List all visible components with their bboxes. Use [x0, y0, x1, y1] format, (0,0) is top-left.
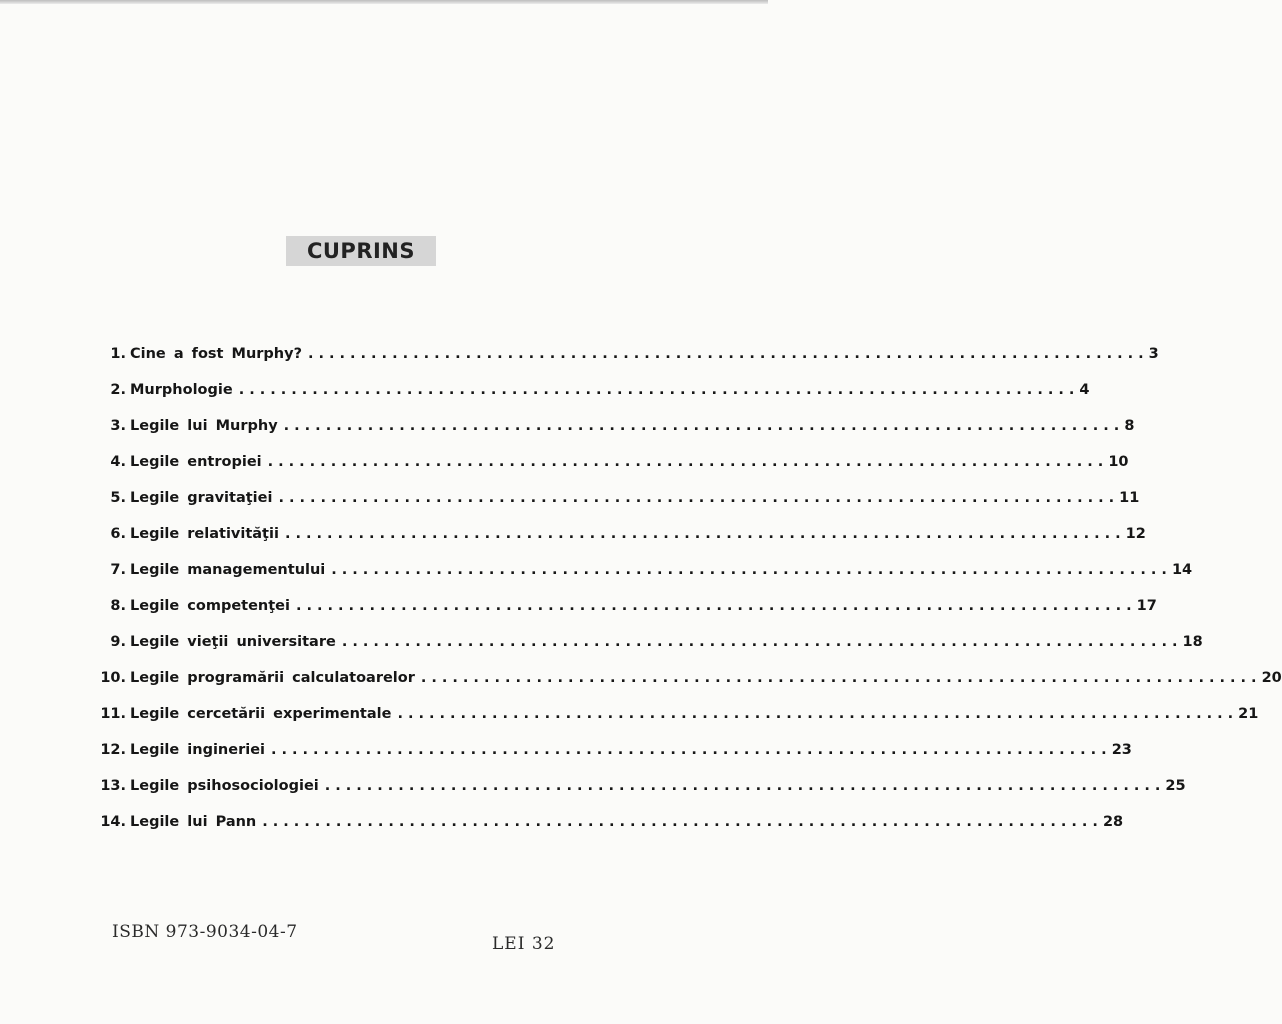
- toc-entry: [86, 701, 1259, 737]
- toc-entry: [86, 521, 1146, 557]
- toc-entry-number: 2.: [110, 382, 126, 398]
- toc-entry-title: Cine a fost Murphy?: [130, 346, 302, 362]
- toc-entry-title: Legile cercetării experimentale: [130, 706, 392, 722]
- isbn-label: ISBN 973-9034-04-7: [112, 922, 298, 942]
- toc-entry-page: 11: [1119, 490, 1140, 506]
- toc-entry: [86, 449, 1129, 485]
- toc-entry-number: 9.: [110, 634, 126, 650]
- dot-leader: ................................................................................: [341, 634, 1183, 650]
- table-of-contents: [86, 341, 1282, 845]
- toc-entry-title: Legile ingineriei: [130, 742, 266, 758]
- toc-entry-number: 1.: [110, 346, 126, 362]
- toc-entry-page: 21: [1238, 706, 1259, 722]
- toc-entry: [86, 773, 1186, 809]
- toc-entry-title: Legile entropiei: [130, 454, 262, 470]
- price-label: LEI 32: [492, 934, 556, 954]
- dot-leader: ................................................................................: [331, 562, 1172, 578]
- toc-entry-page: 17: [1136, 598, 1157, 614]
- toc-entry-number: 11.: [100, 706, 126, 722]
- toc-entry-title: Legile competenţei: [130, 598, 290, 614]
- toc-entry-title: Murphologie: [130, 382, 233, 398]
- dot-leader: ................................................................................: [267, 454, 1109, 470]
- toc-entry: [86, 629, 1203, 665]
- toc-entry-title: Legile psihosociologiei: [130, 778, 319, 794]
- toc-entry: [86, 413, 1135, 449]
- toc-entry-number: 7.: [110, 562, 126, 578]
- toc-entry-number: 8.: [110, 598, 126, 614]
- toc-entry-number: 13.: [100, 778, 126, 794]
- toc-entry-page: 8: [1124, 418, 1135, 434]
- toc-entry: [86, 377, 1090, 413]
- toc-entry-title: Legile gravitaţiei: [130, 490, 273, 506]
- toc-entry: [86, 737, 1132, 773]
- toc-entry: [86, 341, 1159, 377]
- toc-entry: [86, 557, 1193, 593]
- toc-entry: [86, 809, 1124, 845]
- toc-entry-title: Legile vieţii universitare: [130, 634, 336, 650]
- dot-leader: ................................................................................: [295, 598, 1137, 614]
- toc-entry-number: 4.: [110, 454, 126, 470]
- toc-entry-page: 25: [1165, 778, 1186, 794]
- toc-entry-number: 12.: [100, 742, 126, 758]
- dot-leader: ................................................................................: [278, 490, 1120, 506]
- dot-leader: ................................................................................: [284, 526, 1126, 542]
- toc-entry: [86, 665, 1282, 701]
- dot-leader: ................................................................................: [238, 382, 1080, 398]
- toc-entry: [86, 485, 1140, 521]
- toc-entry-page: 14: [1171, 562, 1193, 578]
- dot-leader: ................................................................................: [308, 346, 1149, 362]
- toc-entry: [86, 593, 1157, 629]
- toc-entry-page: 3: [1148, 346, 1159, 362]
- toc-entry-number: 5.: [110, 490, 126, 506]
- page-title: CUPRINS: [286, 236, 436, 266]
- toc-entry-title: Legile programării calculatoarelor: [130, 670, 415, 686]
- toc-entry-page: 20: [1261, 670, 1282, 686]
- toc-entry-number: 14.: [100, 814, 126, 830]
- toc-entry-title: Legile lui Murphy: [130, 418, 278, 434]
- toc-entry-title: Legile managementului: [130, 562, 326, 578]
- toc-entry-title: Legile lui Pann: [130, 814, 257, 830]
- toc-entry-page: 10: [1108, 454, 1129, 470]
- dot-leader: ................................................................................: [262, 814, 1103, 830]
- toc-entry-title: Legile relativităţii: [130, 526, 279, 542]
- toc-entry-page: 28: [1102, 814, 1124, 830]
- toc-entry-number: 6.: [110, 526, 126, 542]
- toc-entry-page: 23: [1111, 742, 1132, 758]
- toc-entry-page: 4: [1079, 382, 1090, 398]
- page-top-edge: [0, 0, 768, 4]
- toc-entry-number: 10.: [100, 670, 126, 686]
- dot-leader: ................................................................................: [271, 742, 1112, 758]
- dot-leader: ................................................................................: [324, 778, 1166, 794]
- toc-entry-number: 3.: [110, 418, 126, 434]
- dot-leader: ................................................................................: [283, 418, 1125, 434]
- dot-leader: ................................................................................: [420, 670, 1262, 686]
- toc-entry-page: 12: [1125, 526, 1146, 542]
- toc-entry-page: 18: [1182, 634, 1203, 650]
- dot-leader: ................................................................................: [397, 706, 1239, 722]
